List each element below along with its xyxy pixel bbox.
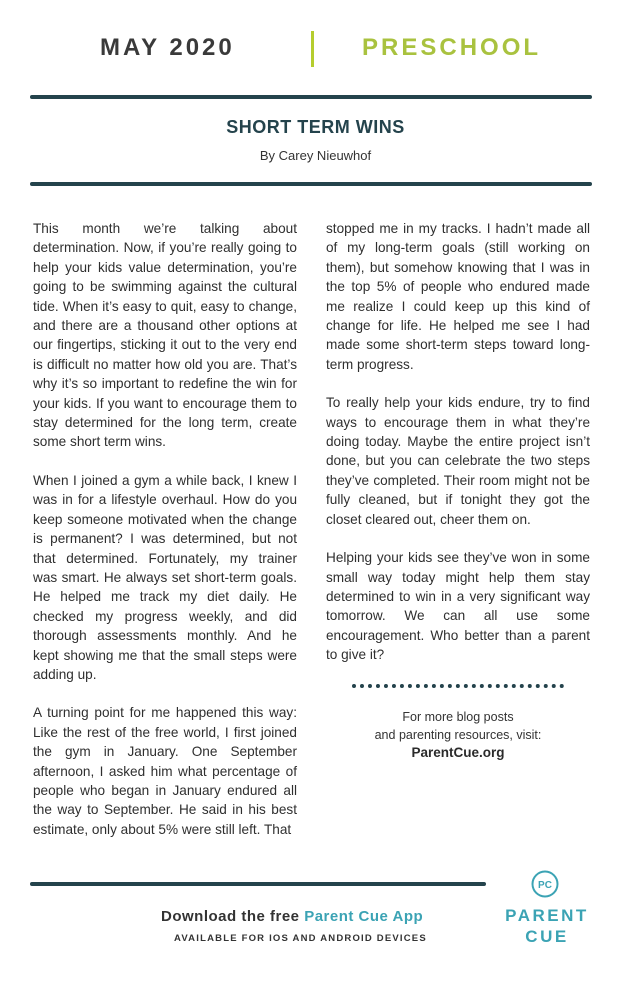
header-section: PRESCHOOL: [362, 34, 542, 61]
logo-word-parent: PARENT: [505, 906, 589, 925]
header-divider: [311, 31, 314, 67]
paragraph: To really help your kids endure, try to find ways to encourage them in what they’re doing today. Maybe the entire project isn’t done, but you can celebrate the two steps they’ve completed. Their room might not be fully cleaned, but if tonight they got the closet cleared out, cheer them on.: [326, 395, 590, 527]
download-line: [161, 908, 423, 925]
header-month: MAY 2020: [100, 34, 235, 61]
bottom-rule: [30, 882, 486, 886]
parentcue-badge-icon: [531, 870, 559, 898]
paragraph: When I joined a gym a while back, I knew I was in for a lifestyle overhaul. How do you keep someone motivated when the change is permanent? I was determined, but not that determined. Fortunately, my trainer was smart. He always set short-term goals. He helped me track my diet daily. He checked my progress weekly, and did thorough assessments monthly. And he kept showing me that the small steps were adding up.: [33, 472, 297, 682]
download-prefix: Download the free: [161, 908, 305, 925]
article-title: SHORT TERM WINS: [226, 117, 405, 137]
paragraph: This month we’re talking about determination. Now, if you’re really going to help your kids value determination, you’re going to be swimming against the cultural tide. When it’s easy to quit, easy to change, and there are a thousand other options at our fingertips, sticking it out to the very end is difficult no matter how old you are. That’s why it’s so important to redefine the win for your kids. If you want to encourage them to stay determined for the long term, create some short term wins.: [33, 221, 297, 450]
byline: By Carey Nieuwhof: [259, 148, 372, 163]
app-name[interactable]: Parent Cue App: [304, 908, 424, 925]
more-info-line1: For more blog posts: [402, 710, 514, 724]
more-info-line2: and parenting resources, visit:: [374, 728, 542, 742]
devices-note: AVAILABLE FOR IOS AND ANDROID DEVICES: [174, 933, 427, 944]
logo-word-cue: CUE: [525, 927, 569, 946]
paragraph: Helping your kids see they’ve won in some small way today might help them stay determined to win in a very significant way tomorrow. We can all use some encouragement. Who better than a parent to give it?: [326, 550, 590, 663]
paragraph: stopped me in my tracks. I hadn’t made all of my long-term goals (still working on them), but somehow knowing that I was in the top 5% of people who endured made me realize I could keep up this kind of change for life. He helped me see I had made some short-term steps toward long-term progress.: [326, 221, 590, 372]
title-rule: [30, 182, 592, 186]
paragraph: A turning point for me happened this way: Like the rest of the free world, I first joined the gym in January. One September afternoon, I asked him what percentage of people who began in January endured all the way to September. He said in his best estimate, only about 5% were still left. That: [33, 705, 297, 837]
logo-badge-text: PC: [538, 880, 552, 891]
dotted-divider: [352, 684, 564, 688]
parentcue-link[interactable]: ParentCue.org: [411, 745, 505, 760]
left-column: [33, 219, 297, 858]
right-column: [326, 219, 590, 684]
more-info: [338, 708, 578, 762]
top-rule: [30, 95, 592, 99]
